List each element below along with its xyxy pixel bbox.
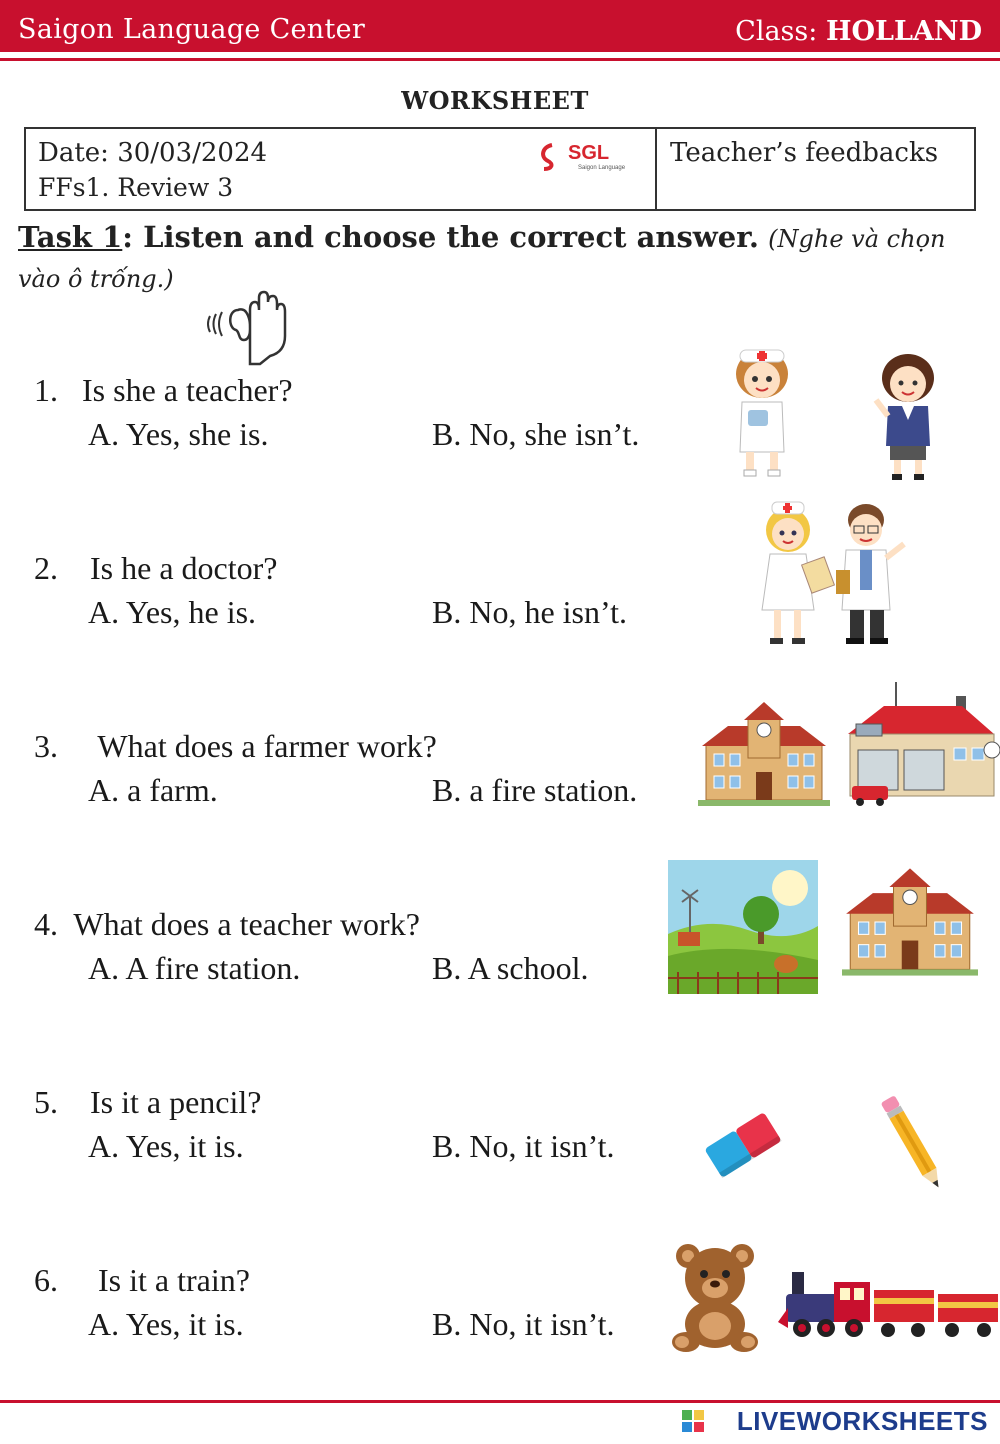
answer-option-a[interactable]: A. Yes, it is. bbox=[88, 1128, 244, 1164]
question-text: What does a farmer work? bbox=[97, 728, 437, 764]
answer-option-a[interactable]: A. a farm. bbox=[88, 772, 218, 808]
class-label-text: Class: bbox=[735, 16, 818, 47]
train-image bbox=[778, 1268, 1000, 1344]
question-number: 1. bbox=[34, 372, 58, 408]
question-4 bbox=[34, 906, 420, 943]
class-label bbox=[735, 16, 982, 47]
answer-option-a[interactable]: A. A fire station. bbox=[88, 950, 301, 986]
answer-option-b[interactable]: B. No, it isn’t. bbox=[432, 1306, 615, 1342]
answer-option-b[interactable]: B. No, she isn’t. bbox=[432, 416, 640, 452]
question-number: 2. bbox=[34, 550, 58, 586]
footer-divider bbox=[0, 1400, 1000, 1403]
question-number: 6. bbox=[34, 1262, 58, 1298]
question-number: 5. bbox=[34, 1084, 58, 1120]
info-table-divider bbox=[655, 127, 657, 211]
answer-option-a[interactable]: A. Yes, he is. bbox=[88, 594, 257, 630]
lesson-text: FFs1. Review 3 bbox=[38, 173, 234, 202]
fire-station-image bbox=[844, 678, 1000, 810]
school-name: Saigon Language Center bbox=[18, 14, 366, 45]
question-text: Is she a teacher? bbox=[82, 372, 293, 408]
date-text: Date: 30/03/2024 bbox=[38, 138, 268, 168]
school-building-image bbox=[698, 700, 830, 808]
sgl-logo-subtext: Saigon Language bbox=[578, 165, 626, 171]
sgl-logo-text: SGL bbox=[568, 142, 610, 164]
question-number: 4. bbox=[34, 906, 58, 942]
liveworksheets-icon bbox=[682, 1410, 704, 1432]
pencil-image bbox=[876, 1090, 952, 1200]
teacher-woman-image bbox=[872, 350, 944, 482]
answer-option-a[interactable]: A. Yes, she is. bbox=[88, 416, 269, 452]
question-text: Is he a doctor? bbox=[90, 550, 278, 586]
task-instruction bbox=[18, 218, 988, 298]
question-number: 3. bbox=[34, 728, 58, 764]
nurse-girl-image bbox=[724, 344, 800, 482]
question-1 bbox=[34, 372, 293, 409]
task-note: (Nghe và chọn vào ô trống.) bbox=[18, 225, 946, 293]
question-5 bbox=[34, 1084, 261, 1121]
eraser-image bbox=[700, 1100, 786, 1190]
task-label: Task 1 bbox=[18, 220, 123, 254]
listen-ear-icon bbox=[200, 290, 292, 366]
answer-option-b[interactable]: B. A school. bbox=[432, 950, 589, 986]
class-value: HOLLAND bbox=[825, 16, 982, 47]
task-text: : Listen and choose the correct answer. bbox=[122, 220, 759, 254]
sgl-logo bbox=[538, 139, 638, 173]
teacher-feedback-label: Teacher’s feedbacks bbox=[670, 138, 939, 168]
header-divider bbox=[0, 58, 1000, 61]
question-text: Is it a pencil? bbox=[90, 1084, 262, 1120]
school-building-image bbox=[842, 866, 978, 978]
teddy-bear-image bbox=[668, 1242, 762, 1354]
worksheet-title: WORKSHEET bbox=[401, 86, 589, 115]
question-6 bbox=[34, 1262, 250, 1299]
answer-option-b[interactable]: B. No, he isn’t. bbox=[432, 594, 627, 630]
liveworksheets-brand[interactable]: LIVEWORKSHEETS bbox=[736, 1406, 988, 1436]
answer-option-b[interactable]: B. a fire station. bbox=[432, 772, 638, 808]
question-text: What does a teacher work? bbox=[73, 906, 420, 942]
nurse-doctor-image bbox=[748, 498, 914, 650]
question-text: Is it a train? bbox=[98, 1262, 250, 1298]
answer-option-b[interactable]: B. No, it isn’t. bbox=[432, 1128, 615, 1164]
farm-scene-image bbox=[668, 860, 818, 994]
question-2 bbox=[34, 550, 277, 587]
question-3 bbox=[34, 728, 437, 765]
answer-option-a[interactable]: A. Yes, it is. bbox=[88, 1306, 244, 1342]
